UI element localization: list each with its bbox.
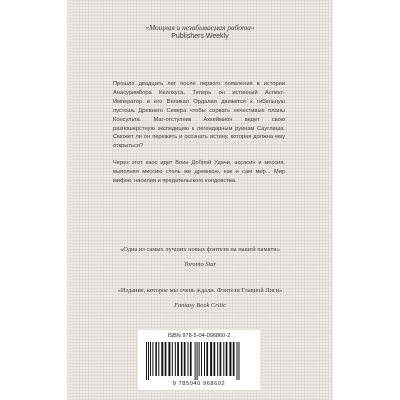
book-description xyxy=(113,80,285,186)
barcode-bar xyxy=(150,342,151,376)
barcode-bar xyxy=(181,342,183,376)
isbn-barcode xyxy=(138,330,260,390)
barcode-bar xyxy=(197,342,198,380)
barcode-bar xyxy=(188,342,189,376)
quote-block-toronto-star xyxy=(67,242,333,272)
barcode-bar xyxy=(220,342,222,376)
barcode-bar xyxy=(199,342,200,376)
barcode-bar xyxy=(161,342,163,376)
barcode-bar xyxy=(210,342,212,376)
barcode-bar xyxy=(201,342,202,376)
barcode-bar xyxy=(214,342,216,376)
barcode-bar xyxy=(172,342,173,376)
quote-source: Toronto Star xyxy=(183,261,217,268)
quote-text: «Одна из самых лучших новых фэнтези на нашей памяти» xyxy=(120,246,280,253)
barcode-bar xyxy=(190,342,192,376)
barcode-bar xyxy=(237,342,238,380)
description-paragraph: Через этот хаос идет Воин Доброй Удачи, ассасин и мессия, выполняя миссию столь же древнюю, как и сам мир... Мир мифов, насилия и предательского колдовства. xyxy=(113,160,285,185)
barcode-bar xyxy=(152,342,153,376)
isbn-label: ISBN 978-5-04-096860-2 xyxy=(167,333,231,339)
barcode-bar xyxy=(177,342,179,376)
barcode-bars xyxy=(144,342,254,380)
barcode-bar xyxy=(158,342,159,376)
barcode-bar xyxy=(233,342,235,376)
barcode-bar xyxy=(195,342,196,380)
description-paragraph: Прошло двадцать лет после первого появления в истории Анасуримбора Келлхуса. Теперь он истинный Аспект-Император и его Великая Ордалия движется к гибельную пустошь Древнего Севера чтобы сорвать нечестивые планы Консульта. Маг-отступник Ахкеймион ведет свою разношерстную экспедицию к легендарным руинам Сауглиша. Сможет ли он пережить и осознать истину, которая должна ему открыться? xyxy=(113,81,285,150)
barcode-bar xyxy=(239,342,240,380)
barcode-bar xyxy=(229,342,231,376)
barcode-bar xyxy=(226,342,228,376)
barcode-bar xyxy=(168,342,170,376)
quote-source: Fantasy Book Critic xyxy=(174,302,226,309)
barcode-bar xyxy=(155,342,157,376)
barcode-bar xyxy=(146,342,147,380)
barcode-bar xyxy=(165,342,167,376)
quote-text: «Мощная и незабываемая работа» xyxy=(145,23,255,32)
quote-text: «Издание, которое мы очень ждали. Фэнтези Главной Лиги» xyxy=(117,287,283,294)
barcode-bar xyxy=(175,342,176,376)
barcode-bar xyxy=(223,342,224,376)
quote-block-publishers-weekly xyxy=(67,23,333,41)
barcode-bar xyxy=(184,342,186,376)
quote-block-fantasy-book-critic xyxy=(67,283,333,313)
barcode-bar xyxy=(206,342,208,376)
barcode-digits: 9 785040 968602 xyxy=(172,381,226,387)
barcode-bar xyxy=(217,342,218,376)
barcode-bar xyxy=(204,342,205,376)
barcode-bar xyxy=(148,342,149,380)
quote-source: Publishers Weekly xyxy=(171,33,229,40)
